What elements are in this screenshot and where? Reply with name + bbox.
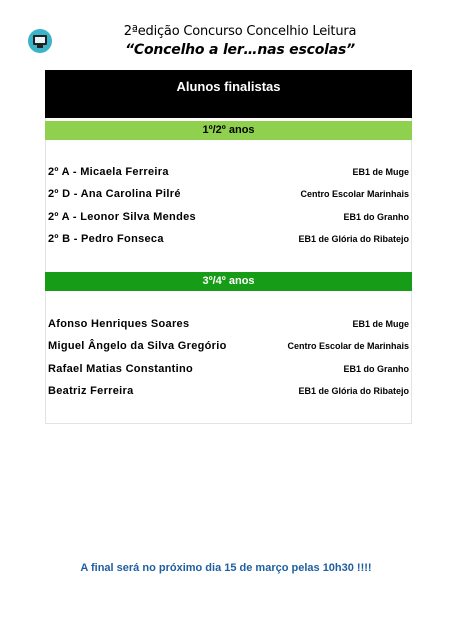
section-header-1-2-anos: 1º/2º anos (45, 121, 412, 140)
school-name: EB1 de Glória do Ribatejo (298, 234, 409, 244)
school-name: Centro Escolar Marinhais (300, 189, 409, 199)
final-date-announcement: A final será no próximo dia 15 de março pelas 10h30 !!!! (80, 562, 372, 574)
finalists-title: Alunos finalistas (45, 70, 412, 118)
contest-edition-heading: 2ªedição Concurso Concelhio Leitura (123, 24, 357, 39)
finalist-row (48, 166, 409, 184)
finalist-row (48, 340, 409, 358)
finalist-row (48, 188, 409, 206)
school-name: EB1 de Muge (352, 319, 409, 329)
student-name: 2º A - Micaela Ferreira (48, 166, 169, 178)
student-name: Rafael Matias Constantino (48, 363, 194, 375)
school-name: Centro Escolar de Marinhais (287, 341, 409, 351)
student-name: 2º D - Ana Carolina Pilré (48, 188, 181, 200)
school-name: EB1 do Granho (343, 364, 409, 374)
finalist-row (48, 363, 409, 381)
student-name: 2º A - Leonor Silva Mendes (48, 211, 196, 223)
student-name: Miguel Ângelo da Silva Gregório (48, 340, 227, 352)
school-name: EB1 de Muge (352, 167, 409, 177)
section-header-3-4-anos: 3º/4º anos (45, 272, 412, 291)
finalist-row (48, 233, 409, 251)
finalist-row (48, 318, 409, 336)
finalist-row (48, 385, 409, 403)
school-name: EB1 de Glória do Ribatejo (298, 386, 409, 396)
contest-slogan: “Concelho a ler…nas escolas” (125, 42, 355, 58)
student-name: 2º B - Pedro Fonseca (48, 233, 164, 245)
student-name: Afonso Henriques Soares (48, 318, 190, 330)
finalist-row (48, 211, 409, 229)
school-name: EB1 do Granho (343, 212, 409, 222)
student-name: Beatriz Ferreira (48, 385, 134, 397)
